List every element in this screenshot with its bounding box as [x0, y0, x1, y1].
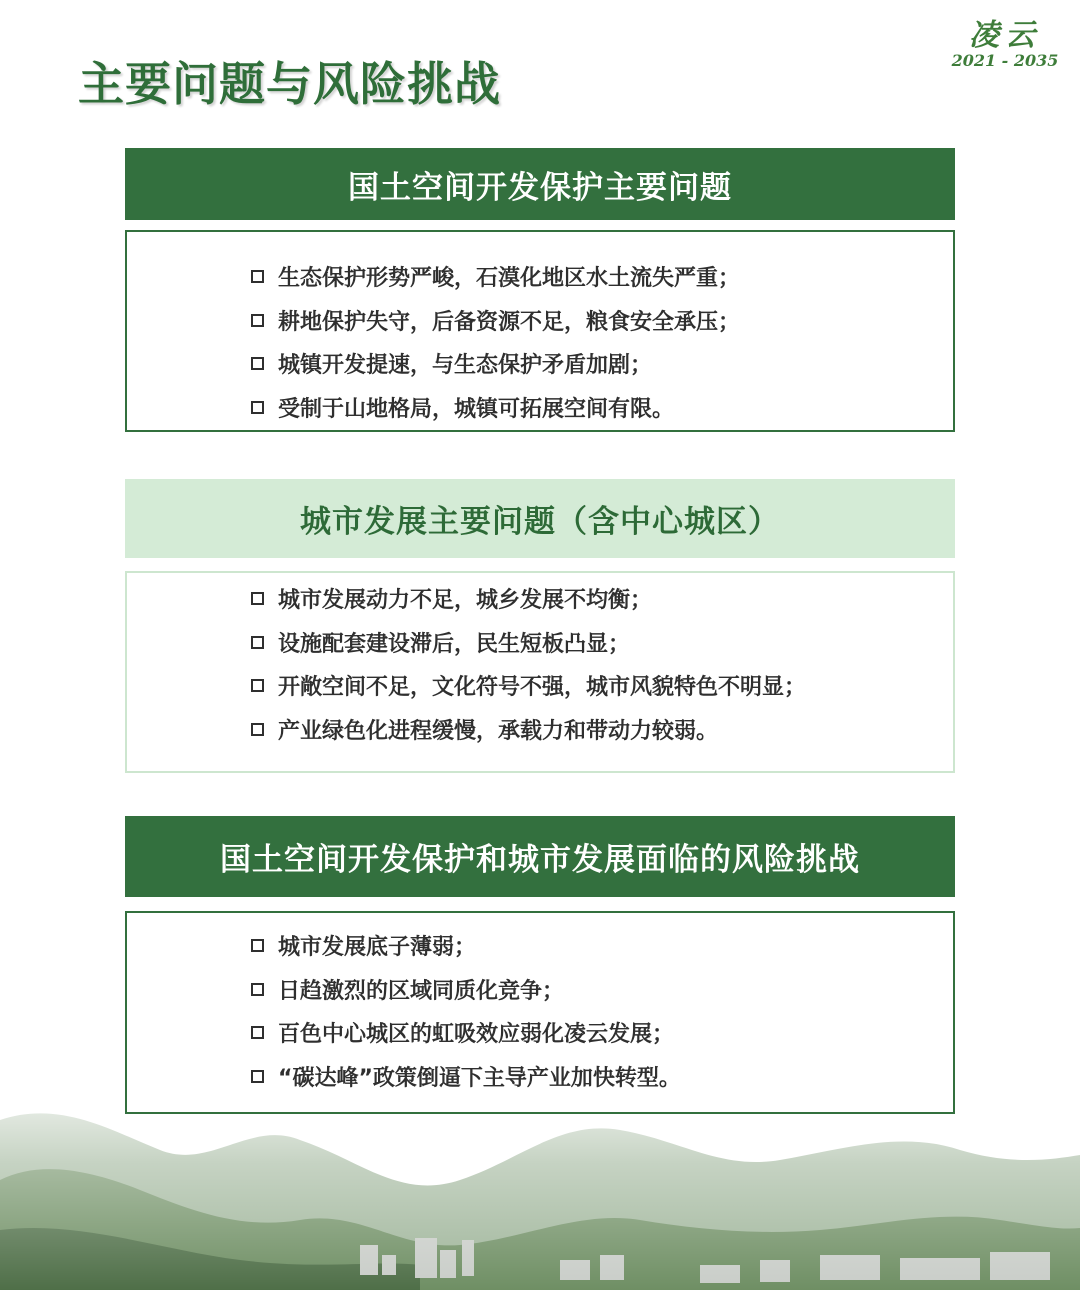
section-2-list: [251, 577, 806, 751]
checkbox-icon: [251, 939, 264, 952]
logo-name: 凌云: [969, 18, 1041, 53]
section-2-box: [125, 571, 955, 773]
logo-years: 2021 - 2035: [951, 51, 1059, 70]
checkbox-icon: [251, 401, 264, 414]
section-3-box: [125, 911, 955, 1114]
list-item: 城市发展底子薄弱；: [251, 924, 681, 968]
list-item: 耕地保护失守，后备资源不足，粮食安全承压；: [251, 299, 740, 343]
section-2-header: [125, 479, 955, 558]
section-2-title: 城市发展主要问题（含中心城区）: [300, 504, 780, 540]
list-item: 百色中心城区的虹吸效应弱化凌云发展；: [251, 1011, 681, 1055]
list-item: 受制于山地格局，城镇可拓展空间有限。: [251, 386, 740, 430]
list-item: 城镇开发提速，与生态保护矛盾加剧；: [251, 342, 740, 386]
list-item: “碳达峰”政策倒逼下主导产业加快转型。: [251, 1055, 681, 1099]
section-3-title: 国土空间开发保护和城市发展面临的风险挑战: [220, 842, 860, 878]
checkbox-icon: [251, 636, 264, 649]
list-item: 生态保护形势严峻，石漠化地区水土流失严重；: [251, 255, 740, 299]
section-3-header: [125, 816, 955, 897]
checkbox-icon: [251, 1026, 264, 1039]
checkbox-icon: [251, 983, 264, 996]
section-3-list: [251, 924, 681, 1098]
list-item: 开敞空间不足，文化符号不强，城市风貌特色不明显；: [251, 664, 806, 708]
section-1-list: [251, 255, 740, 429]
checkbox-icon: [251, 314, 264, 327]
section-1-header: [125, 148, 955, 220]
section-1-title: 国土空间开发保护主要问题: [348, 169, 732, 206]
checkbox-icon: [251, 679, 264, 692]
section-1-box: [125, 230, 955, 432]
checkbox-icon: [251, 1070, 264, 1083]
list-item: 设施配套建设滞后，民生短板凸显；: [251, 621, 806, 665]
checkbox-icon: [251, 592, 264, 605]
checkbox-icon: [251, 357, 264, 370]
list-item: 城市发展动力不足，城乡发展不均衡；: [251, 577, 806, 621]
list-item: 产业绿色化进程缓慢，承载力和带动力较弱。: [251, 708, 806, 752]
page-title: 主要问题与风险挑战: [78, 57, 501, 111]
list-item: 日趋激烈的区域同质化竞争；: [251, 968, 681, 1012]
lingyun-logo: [950, 20, 1060, 70]
checkbox-icon: [251, 723, 264, 736]
checkbox-icon: [251, 270, 264, 283]
